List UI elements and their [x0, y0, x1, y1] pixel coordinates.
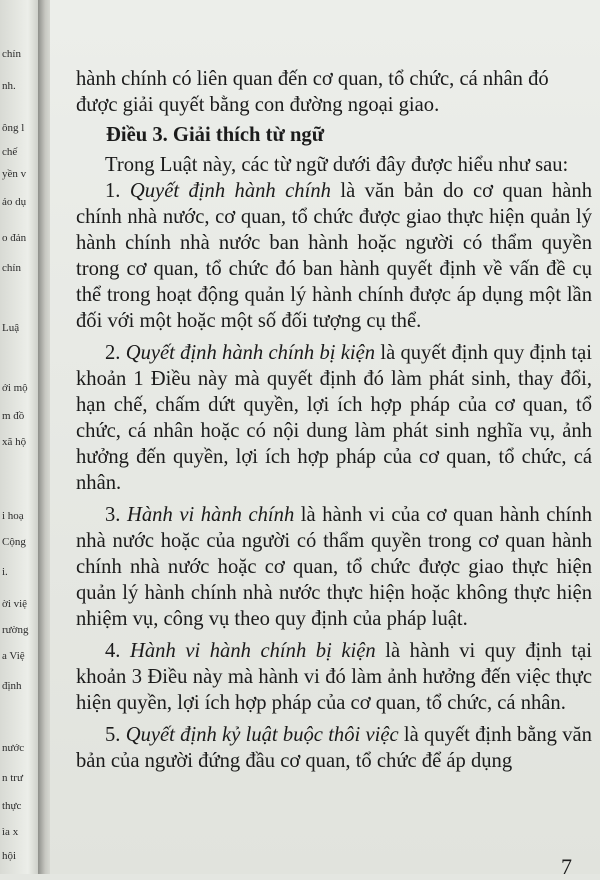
adjacent-page-fragment: áo dụ	[2, 196, 27, 208]
definition-text: là văn bản do cơ quan hành chính nhà nước, cơ quan, tổ chức được giao thực hiện quản lý hành chính nhà nước ban hành hoặc người có thẩm quyền trong cơ quan, tổ chức đó ban hành quyết định về vấn đề cụ thể trong hoạt động quản lý hành chính được áp dụng một lần đối với một hoặc một số đối tượng cụ thể.	[76, 180, 592, 332]
item-number: 2.	[105, 342, 121, 364]
adjacent-page-fragment: nước	[2, 742, 25, 754]
definition-text: là hành vi quy định tại khoản 3 Điều này mà hành vi đó làm ảnh hưởng đến việc thực hiện quyền, lợi ích hợp pháp của cơ quan, tổ chức, cá nhân.	[76, 640, 592, 714]
adjacent-page-fragment: n trư	[2, 772, 23, 784]
adjacent-page-fragment: xã hộ	[2, 436, 27, 448]
adjacent-page-fragment: chín	[2, 262, 21, 274]
definition-item-1	[76, 178, 592, 334]
adjacent-page-fragment: i hoạ	[2, 510, 24, 522]
defined-term: Quyết định hành chính bị kiện	[125, 342, 376, 364]
adjacent-page-fragment: a Việ	[2, 650, 25, 662]
adjacent-page-fragment: ới mộ	[2, 382, 28, 394]
adjacent-page-fragment: Luậ	[2, 322, 20, 334]
item-number: 3.	[105, 504, 121, 526]
defined-term: Quyết định kỷ luật buộc thôi việc	[125, 724, 399, 746]
article-intro: Trong Luật này, các từ ngữ dưới đây được hiểu như sau:	[105, 154, 569, 176]
adjacent-page-fragment: m đồ	[2, 410, 25, 422]
defined-term: Hành vi hành chính bị kiện	[130, 640, 376, 662]
adjacent-page-fragment: ìa x	[2, 826, 19, 838]
page-number: 7	[561, 854, 572, 879]
item-number: 5.	[105, 724, 121, 746]
paragraph-continuation	[76, 66, 592, 118]
adjacent-page-fragment: rường	[2, 624, 29, 636]
adjacent-page-fragment: o đản	[2, 232, 27, 244]
definition-text: là quyết định bằng văn bản của người đứng đầu cơ quan, tổ chức để áp dụng	[76, 724, 592, 772]
definition-item-2	[76, 340, 592, 496]
adjacent-page-fragment: Cộng	[2, 536, 26, 548]
item-number: 4.	[105, 640, 121, 662]
adjacent-page-fragment: yền v	[2, 168, 27, 180]
adjacent-page-fragment: hội	[2, 850, 17, 862]
item-number: 1.	[105, 180, 121, 202]
article-heading: Điều 3. Giải thích từ ngữ	[106, 124, 325, 146]
definition-text: là hành vi của cơ quan hành chính nhà nước hoặc của người có thẩm quyền trong cơ quan hành chính nhà nước hoặc cơ quan, tổ chức được giao thực hiện quản lý hành chính nhà nước thực hiện hoặc không thực hiện nhiệm vụ, công vụ theo quy định của pháp luật.	[76, 504, 593, 630]
adjacent-page-fragment: thực	[2, 800, 22, 812]
book-page	[50, 0, 600, 879]
text-line: hành chính có liên quan đến cơ quan, tổ chức, cá nhân đó	[76, 68, 549, 90]
definition-item-4	[76, 638, 592, 716]
definition-item-3	[76, 502, 592, 632]
adjacent-page-fragment: định	[2, 680, 22, 692]
adjacent-page-fragment: nh.	[2, 80, 16, 92]
adjacent-page-fragment: ời việ	[2, 598, 28, 610]
page-body	[76, 66, 592, 774]
definition-item-5	[76, 722, 592, 774]
adjacent-page-fragment: i.	[2, 566, 8, 578]
adjacent-page-fragment: chín	[2, 48, 21, 60]
adjacent-page-fragment: ông l	[2, 122, 25, 134]
definition-text: là quyết định quy định tại khoản 1 Điều này mà quyết định đó làm phát sinh, thay đổi, hạn chế, chấm dứt quyền, lợi ích hợp pháp của cơ quan, tổ chức, cá nhân hoặc có nội dung làm phát sinh nghĩa vụ, ảnh hưởng đến quyền, lợi ích hợp pháp của cơ quan, tổ chức, cá nhân.	[76, 342, 592, 494]
defined-term: Quyết định hành chính	[129, 180, 331, 202]
text-line: được giải quyết bằng con đường ngoại giao.	[76, 94, 440, 116]
adjacent-page-fragment: chế	[2, 146, 18, 158]
adjacent-page-edge	[0, 0, 40, 874]
defined-term: Hành vi hành chính	[127, 504, 295, 526]
